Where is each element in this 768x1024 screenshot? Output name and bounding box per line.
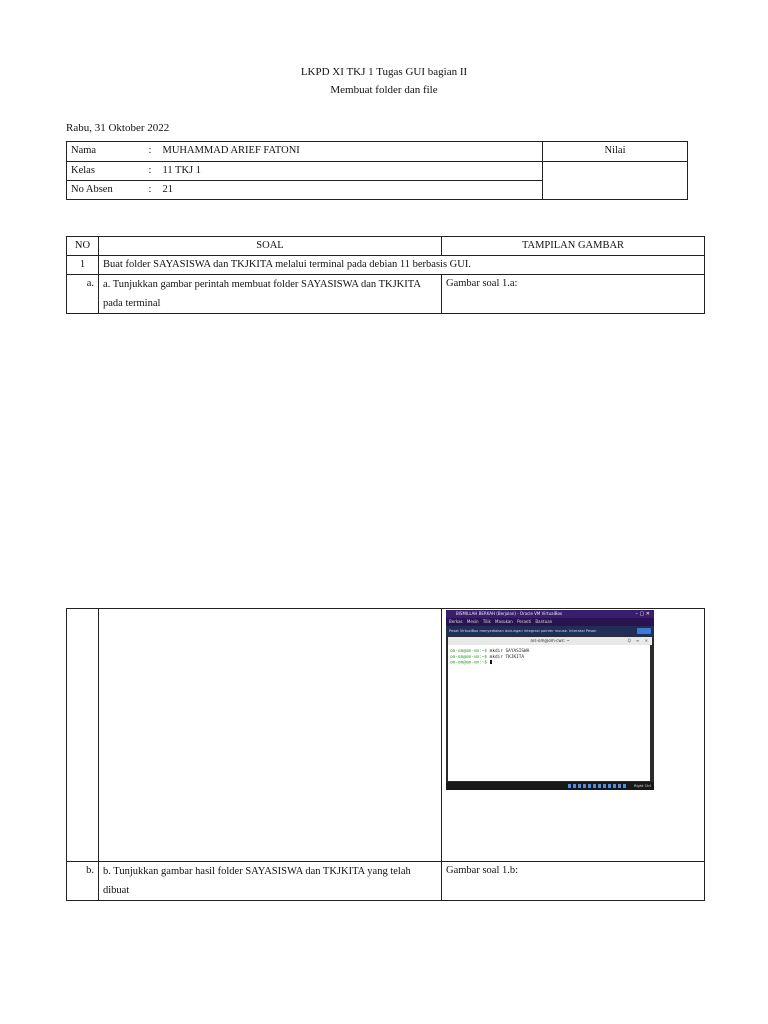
nama-value: MUHAMMAD ARIEF FATONI [159,142,543,162]
row-a-screenshot-cell [442,609,705,862]
vm-window-title: BISMILLAH BERKAH (Berjalan) - Oracle VM VirtualBox [456,611,563,616]
terminal-cursor [490,660,492,664]
absen-value: 21 [159,181,543,200]
vm-notification-text: Pesat VirtualBox menyediakan dukungan integrasi pointer mouse. Interaksi Pesan [449,629,597,633]
row1-no: 1 [67,256,99,275]
terminal-command-1: mkdir SAYASISWA [489,649,530,654]
vm-notification-bar [446,626,654,636]
row-b-gambar-label: Gambar soal 1.b: [442,862,705,901]
nilai-label: Nilai [543,142,688,162]
terminal-body [448,645,650,781]
terminal-header [448,637,652,645]
kelas-label: Kelas [67,162,145,181]
taskbar-icons [568,784,628,788]
terminal-prompt: om-om@om-vm:~$ [450,654,488,660]
document-date: Rabu, 31 Oktober 2022 [66,122,170,134]
terminal-command-2: mkdir TKJKITA [489,654,525,660]
terminal-title: ars-om@om-cws: ~ [530,638,570,643]
kelas-value: 11 TKJ 1 [159,162,543,181]
nama-colon: : [145,142,159,162]
terminal-prompt: om-om@om-vm:~$ [450,660,488,666]
notification-icons [637,628,651,634]
vm-title-bar [446,610,654,618]
absen-colon: : [145,181,159,200]
row-b-no: b. [67,862,99,901]
terminal-prompt: om-om@om-vm:~$ [450,649,488,654]
terminal-screenshot [446,610,654,790]
absen-label: No Absen [67,181,145,200]
kelas-colon: : [145,162,159,181]
terminal-line-3 [450,660,650,666]
question-table-continued [66,608,705,901]
row-a-gambar-label: Gambar soal 1.a: [442,275,705,314]
row-b-soal: b. Tunjukkan gambar hasil folder SAYASISWA dan TKJKITA yang telah dibuat [99,862,442,901]
row-a-cont-soal [99,609,442,862]
terminal-header-icons: Q ≡ ✕ [627,638,648,643]
header-no: NO [67,237,99,256]
student-info-table [66,141,688,200]
row-a-soal: a. Tunjukkan gambar perintah membuat folder SAYASISWA dan TKJKITA pada terminal [99,275,442,314]
nama-label: Nama [67,142,145,162]
row-a-cont-no [67,609,99,862]
document-title: LKPD XI TKJ 1 Tugas GUI bagian II [300,66,468,78]
row1-soal: Buat folder SAYASISWA dan TKJKITA melalui terminal pada debian 11 berbasis GUI. [99,256,705,275]
header-gambar: TAMPILAN GAMBAR [442,237,705,256]
vm-window-buttons: – ▢ ✕ [635,611,650,617]
taskbar-host-key: Right Ctrl [633,784,651,788]
vm-taskbar [446,782,654,790]
nilai-value-cell [543,162,688,200]
header-soal: SOAL [99,237,442,256]
question-table [66,236,705,314]
vm-menu-bar [446,618,654,626]
document-subtitle: Membuat folder dan file [330,84,438,96]
vm-menu-text: Berkas Mesin Tilik Masukan Peranti Bantuan [449,619,553,624]
row-a-no: a. [67,275,99,314]
